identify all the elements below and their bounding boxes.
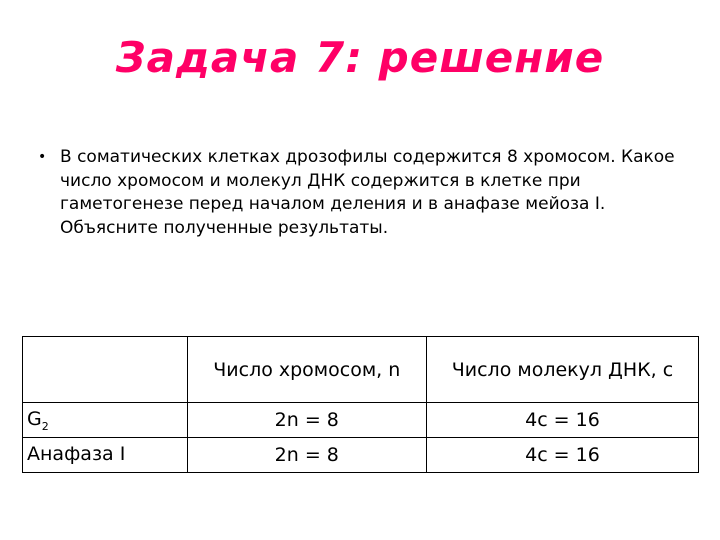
row-label-subscript: 2 (41, 419, 49, 433)
header-dna-molecules: Число молекул ДНК, с (426, 337, 698, 403)
dna-count-cell: 4с = 16 (426, 403, 698, 438)
slide-title: Задача 7: решение (115, 33, 605, 82)
row-label-text: G (27, 407, 42, 430)
row-label-text: Анафаза I (27, 442, 126, 465)
header-chromosomes: Число хромосом, n (187, 337, 426, 403)
table-row (23, 438, 699, 473)
dna-count-cell: 4с = 16 (426, 438, 698, 473)
table-row (23, 403, 699, 438)
chromosome-count-cell: 2n = 8 (187, 438, 426, 473)
row-label-g2 (23, 403, 188, 438)
table-header-row (23, 337, 699, 403)
chromosome-count-cell: 2n = 8 (187, 403, 426, 438)
header-empty-cell (23, 337, 188, 403)
row-label-anaphase (23, 438, 188, 473)
results-table (22, 336, 699, 473)
task-text: В соматических клетках дрозофилы содержится 8 хромосом. Какое число хромосом и молекул ДНК содержится в клетке при гаметогенезе перед началом деления и в анафазе мейоза I. Объясните полученные результаты. (60, 147, 675, 238)
bullet-marker: • (38, 149, 47, 165)
bullet-item (38, 146, 678, 240)
task-statement (38, 146, 678, 240)
